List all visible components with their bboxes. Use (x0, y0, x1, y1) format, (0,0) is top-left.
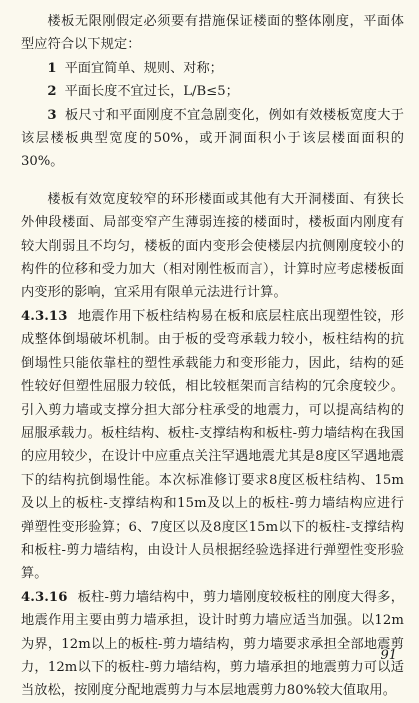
clause-4-3-16 (21, 586, 404, 703)
clause-number: 4.3.16 (21, 589, 68, 605)
rule-number: 2 (47, 84, 57, 100)
rule-text: 板尺寸和平面刚度不宜急剧变化，例如有效楼板宽度大于该层楼板典型宽度的50%，或开洞面积小于该层楼面面积的30%。 (21, 107, 404, 170)
rule-number: 1 (47, 60, 57, 76)
page-number: 91 (380, 648, 397, 663)
clause-text: 板柱-剪力墙结构中，剪力墙刚度较板柱的刚度大得多，地震作用主要由剪力墙承担，设计时剪力墙应适当加强。以12m为界，12m以上的板柱-剪力墙结构，剪力墙要求承担全部地震剪力，12m以下的板柱-剪力墙结构，剪力墙承担的地震剪力可以适当放松，按刚度分配地震剪力与本层地震剪力80%较大值取用。 (21, 589, 404, 699)
rule-item-2 (21, 80, 404, 103)
rule-number: 3 (47, 107, 57, 123)
intro-paragraph: 楼板无限刚假定必须要有措施保证楼面的整体刚度，平面体型应符合以下规定： (21, 14, 404, 53)
paragraph-gap (21, 174, 404, 188)
rule-item-3 (21, 104, 404, 174)
clause-text: 地震作用下板柱结构易在板和底层柱底出现塑性铰，形成整体倒塌破坏机制。由于板的受弯承载力较小，板柱结构的抗倒塌性只能依靠柱的塑性承载能力和变形能力，因此，结构的延性较好但塑性屈服力较低，相比较框架而言结构的冗余度较少。引入剪力墙或支撑分担大部分柱承受的地震力，可以提高结构的屈服承载力。板柱结构、板柱-支撑结构和板柱-剪力墙结构在我国的应用较少，在设计中应重点关注罕遇地震尤其是8度区罕遇地震下的结构抗倒塌性能。本次标准修订要求8度区板柱结构、15m及以上的板柱-支撑结构和15m及以上的板柱-剪力墙结构应进行弹塑性变形验算；6、7度区以及8度区15m以下的板柱-支撑结构和板柱-剪力墙结构，由设计人员根据经验选择进行弹塑性变形验算。 (21, 308, 404, 582)
ring-floor-paragraph: 楼板有效宽度较窄的环形楼面或其他有大开洞楼面、有狭长外伸段楼面、局部变窄产生薄弱连接的楼面时，楼板面内刚度有较大削弱且不均匀，楼板的面内变形会使楼层内抗侧刚度较小的构件的位移和受力加大（相对刚性板而言），计算时应考虑楼板面内变形的影响，宜采用有限单元法进行计算。 (21, 191, 404, 301)
rule-text: 平面宜简单、规则、对称； (64, 60, 223, 76)
clause-4-3-13 (21, 305, 404, 586)
clause-number: 4.3.13 (21, 308, 68, 324)
rule-item-1 (21, 57, 404, 80)
rule-text: 平面长度不宜过长，L/B≤5； (64, 84, 239, 100)
